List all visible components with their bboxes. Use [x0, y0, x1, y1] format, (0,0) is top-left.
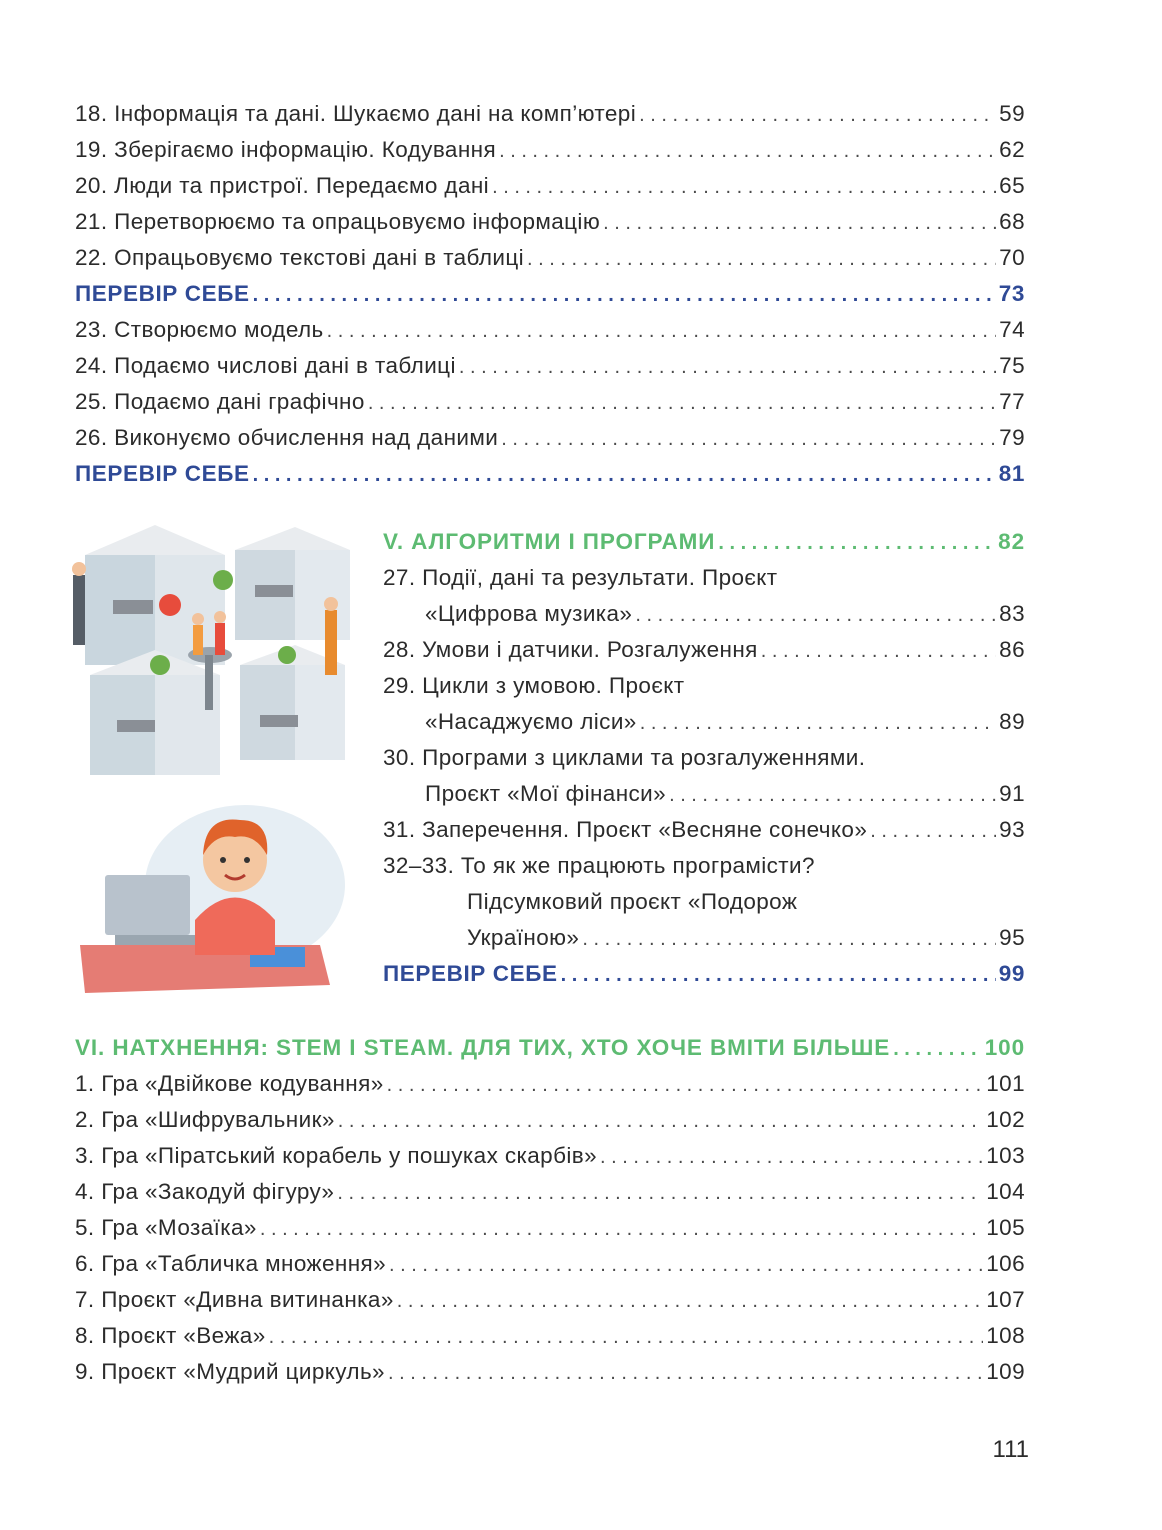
- toc-entry-title: 23. Створюємо модель: [75, 317, 324, 342]
- toc-entry: [75, 312, 1025, 348]
- toc-entry: [75, 1102, 1025, 1138]
- toc-entry-page: 73: [998, 281, 1025, 306]
- toc-block-top: [75, 96, 1025, 492]
- toc-entry-page: 101: [986, 1071, 1025, 1096]
- dot-leader: [600, 1139, 983, 1175]
- toc-entry-title: 21. Перетворюємо та опрацьовуємо інформацію: [75, 209, 601, 234]
- dot-leader: [639, 97, 996, 133]
- toc-entry-title: 5. Гра «Мозаїка»: [75, 1215, 257, 1240]
- toc-entry-title: Підсумковий проєкт «Подорож: [467, 889, 798, 914]
- toc-entry: [383, 920, 1025, 956]
- toc-entry: [75, 1282, 1025, 1318]
- toc-entry-page: 102: [986, 1107, 1025, 1132]
- toc-block-stem: [75, 1030, 1025, 1390]
- toc-entry-page: 82: [998, 529, 1025, 554]
- toc-entry: [383, 668, 1025, 704]
- section-heading: [75, 1030, 1025, 1066]
- dot-leader: [388, 1355, 983, 1391]
- dot-leader: [260, 1211, 983, 1247]
- dot-leader: [561, 957, 996, 993]
- toc-entry-title: ПЕРЕВІР СЕБЕ: [75, 281, 250, 306]
- toc-entry-title: 7. Проєкт «Дивна витинанка»: [75, 1287, 394, 1312]
- toc-entry-title: 2. Гра «Шифрувальник»: [75, 1107, 335, 1132]
- dot-leader: [253, 277, 996, 313]
- dot-leader: [337, 1175, 983, 1211]
- toc-entry: [75, 1246, 1025, 1282]
- dot-leader: [389, 1247, 983, 1283]
- toc-entry: [75, 1210, 1025, 1246]
- toc-entry-title: 19. Зберігаємо інформацію. Кодування: [75, 137, 497, 162]
- dot-leader: [397, 1283, 984, 1319]
- toc-entry: [75, 132, 1025, 168]
- toc-entry-title: 20. Люди та пристрої. Передаємо дані: [75, 173, 490, 198]
- toc-entry-title: 18. Інформація та дані. Шукаємо дані на комп’ютері: [75, 101, 637, 126]
- toc-entry: [383, 632, 1025, 668]
- dot-leader: [893, 1031, 982, 1067]
- toc-entry-page: 100: [984, 1035, 1025, 1060]
- toc-entry: [75, 420, 1025, 456]
- dot-leader: [669, 777, 996, 813]
- toc-entry-title: 26. Виконуємо обчислення над даними: [75, 425, 499, 450]
- dot-leader: [253, 457, 996, 493]
- toc-entry: [75, 240, 1025, 276]
- toc-entry-title: VI. НАТХНЕННЯ: STEM І STEAM. ДЛЯ ТИХ, ХТО ХОЧЕ ВМІТИ БІЛЬШЕ: [75, 1035, 891, 1060]
- toc-entry-page: 62: [999, 137, 1025, 162]
- toc-entry: [75, 96, 1025, 132]
- toc-entry: [383, 884, 1025, 920]
- toc-entry-title: 27. Події, дані та результати. Проєкт: [383, 565, 778, 590]
- dot-leader: [269, 1319, 984, 1355]
- toc-entry-title: V. АЛГОРИТМИ І ПРОГРАМИ: [383, 529, 716, 554]
- toc-entry-title: 22. Опрацьовуємо текстові дані в таблиці: [75, 245, 525, 270]
- toc-entry-page: 81: [998, 461, 1025, 486]
- toc-entry: [383, 848, 1025, 884]
- toc-entry-page: 83: [999, 601, 1025, 626]
- dot-leader: [603, 205, 996, 241]
- toc-entry-page: 75: [999, 353, 1025, 378]
- toc-entry-page: 65: [999, 173, 1025, 198]
- toc-entry-title: ПЕРЕВІР СЕБЕ: [75, 461, 250, 486]
- toc-entry-title: 3. Гра «Піратський корабель у пошуках скарбів»: [75, 1143, 598, 1168]
- toc-entry-title: 28. Умови і датчики. Розгалуження: [383, 637, 758, 662]
- toc-entry-title: «Насаджуємо ліси»: [425, 709, 637, 734]
- toc-entry-page: 109: [986, 1359, 1025, 1384]
- toc-entry-title: ПЕРЕВІР СЕБЕ: [383, 961, 558, 986]
- toc-entry-title: 30. Програми з циклами та розгалуженнями.: [383, 745, 866, 770]
- toc-entry-page: 74: [999, 317, 1025, 342]
- toc-entry-title: 8. Проєкт «Вежа»: [75, 1323, 266, 1348]
- dot-leader: [492, 169, 996, 205]
- toc-entry-page: 108: [986, 1323, 1025, 1348]
- toc-entry-page: 91: [999, 781, 1025, 806]
- office-scene-icon: [72, 525, 350, 775]
- toc-entry-title: 6. Гра «Табличка множення»: [75, 1251, 387, 1276]
- toc-entry-page: 86: [999, 637, 1025, 662]
- toc-entry: [383, 776, 1025, 812]
- toc-entry-page: 79: [999, 425, 1025, 450]
- dot-leader: [387, 1067, 984, 1103]
- toc-block-algorithms: [383, 524, 1025, 992]
- toc-entry-title: Україною»: [467, 925, 580, 950]
- toc-entry-page: 103: [986, 1143, 1025, 1168]
- dot-leader: [640, 705, 996, 741]
- toc-entry: [75, 348, 1025, 384]
- toc-entry: [383, 740, 1025, 776]
- dot-leader: [582, 921, 996, 957]
- toc-entry: [75, 204, 1025, 240]
- toc-entry: [75, 1318, 1025, 1354]
- section-heading: [383, 524, 1025, 560]
- toc-entry-page: 95: [999, 925, 1025, 950]
- dot-leader: [501, 421, 996, 457]
- toc-entry: [383, 704, 1025, 740]
- toc-entry: [75, 1138, 1025, 1174]
- check-yourself-row: [75, 456, 1025, 492]
- toc-entry-title: 32–33. То як же працюють програмісти?: [383, 853, 815, 878]
- dot-leader: [870, 813, 996, 849]
- toc-entry-title: 29. Цикли з умовою. Проєкт: [383, 673, 685, 698]
- toc-entry-page: 59: [999, 101, 1025, 126]
- toc-entry: [75, 168, 1025, 204]
- boy-at-laptop-icon: [80, 805, 345, 993]
- toc-entry-title: 31. Заперечення. Проєкт «Весняне сонечко»: [383, 817, 868, 842]
- dot-leader: [718, 525, 995, 561]
- dot-leader: [338, 1103, 983, 1139]
- toc-entry: [75, 1354, 1025, 1390]
- dot-leader: [459, 349, 996, 385]
- toc-entry-title: Проєкт «Мої фінанси»: [425, 781, 667, 806]
- toc-entry-page: 105: [986, 1215, 1025, 1240]
- toc-entry: [383, 596, 1025, 632]
- toc-entry: [75, 1174, 1025, 1210]
- toc-entry: [383, 812, 1025, 848]
- dot-leader: [499, 133, 996, 169]
- toc-entry-title: 24. Подаємо числові дані в таблиці: [75, 353, 456, 378]
- page-number: 111: [992, 1436, 1029, 1463]
- toc-entry-title: «Цифрова музика»: [425, 601, 633, 626]
- toc-entry-title: 1. Гра «Двійкове кодування»: [75, 1071, 384, 1096]
- toc-entry-title: 4. Гра «Закодуй фігуру»: [75, 1179, 335, 1204]
- check-yourself-row: [383, 956, 1025, 992]
- check-yourself-row: [75, 276, 1025, 312]
- toc-entry-page: 107: [986, 1287, 1025, 1312]
- toc-entry-page: 104: [986, 1179, 1025, 1204]
- toc-entry-page: 89: [999, 709, 1025, 734]
- office-illustration: [55, 515, 355, 1005]
- toc-entry-title: 9. Проєкт «Мудрий циркуль»: [75, 1359, 385, 1384]
- toc-entry-page: 68: [999, 209, 1025, 234]
- toc-entry-page: 99: [998, 961, 1025, 986]
- toc-entry-page: 106: [986, 1251, 1025, 1276]
- toc-entry: [75, 384, 1025, 420]
- dot-leader: [368, 385, 996, 421]
- toc-entry-title: 25. Подаємо дані графічно: [75, 389, 365, 414]
- toc-entry-page: 77: [999, 389, 1025, 414]
- toc-entry: [75, 1066, 1025, 1102]
- toc-entry-page: 93: [999, 817, 1025, 842]
- toc-entry: [383, 560, 1025, 596]
- dot-leader: [635, 597, 996, 633]
- dot-leader: [761, 633, 996, 669]
- toc-entry-page: 70: [999, 245, 1025, 270]
- dot-leader: [527, 241, 996, 277]
- dot-leader: [327, 313, 997, 349]
